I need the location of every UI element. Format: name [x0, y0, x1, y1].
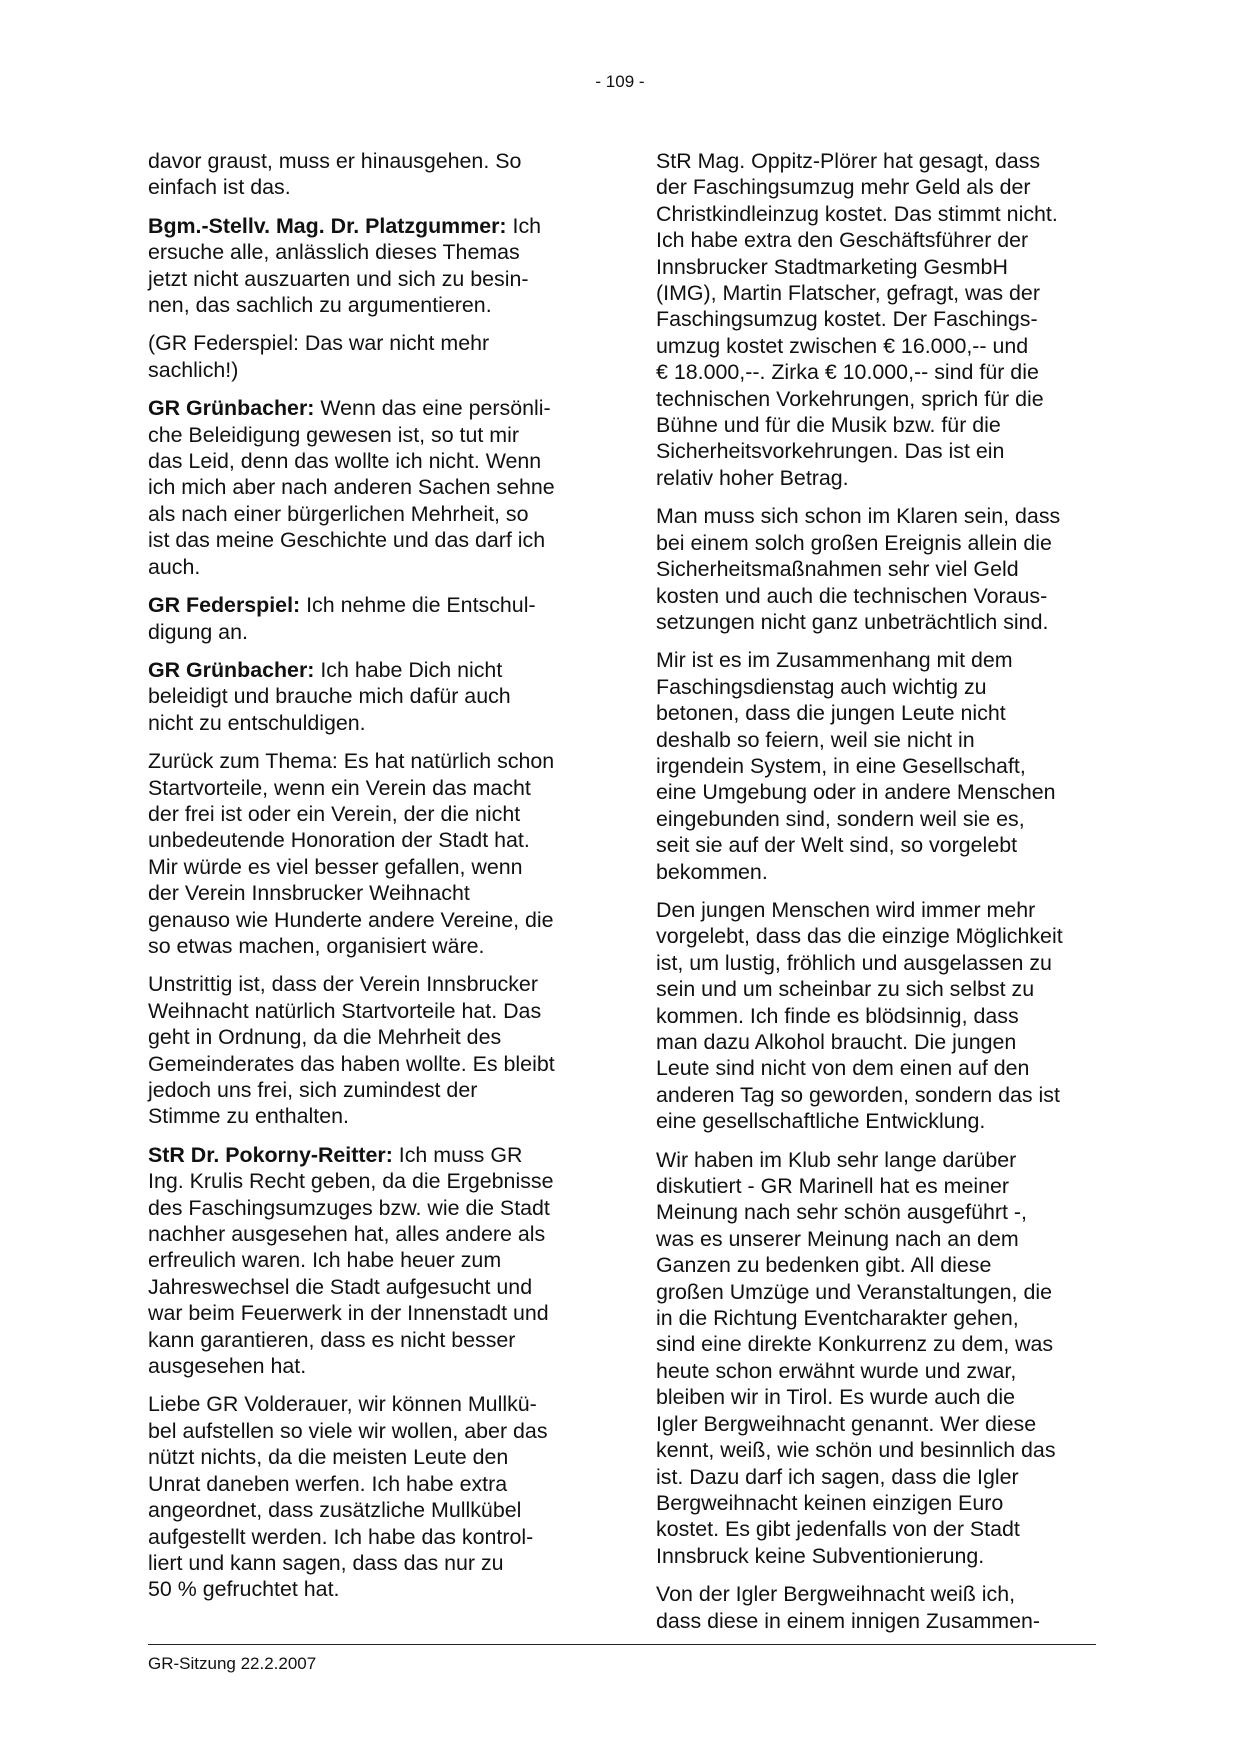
paragraph-text: Mir ist es im Zusammenhang mit dem Faschingsdienstag auch wichtig zu betonen, dass die jungen Leute nicht deshalb so feiern, weil sie nicht in irgendein System, in eine Gesellschaft, eine Umgebung oder in andere Menschen eingebunden sind, sondern weil sie es, seit sie auf der Welt sind, so vorgelebt bekommen.: [656, 648, 1056, 884]
paragraph-text: (GR Federspiel: Das war nicht mehr sachlich!): [148, 331, 490, 382]
paragraph: [148, 971, 593, 1129]
paragraph-text: Von der Igler Bergweihnacht weiß ich, dass diese in einem innigen Zusammen-: [656, 1582, 1041, 1633]
paragraph-text: StR Mag. Oppitz-Plörer hat gesagt, dass der Faschingsumzug mehr Geld als der Christkindleinzug kostet. Das stimmt nicht. Ich habe extra den Geschäftsführer der Innsbrucker Stadtmarketing GesmbH (IMG), Martin Flatscher, gefragt, was der Faschingsumzug kostet. Der Faschings- umzug kostet zwischen € 16.000,-- und € 18.000,--. Zirka € 10.000,-- sind für die technischen Vorkehrungen, sprich für die Bühne und für die Musik bzw. für die Sicherheitsvorkehrungen. Das ist ein relativ hoher Betrag.: [656, 149, 1058, 490]
paragraph-text: Wenn das eine persönli- che Beleidigung gewesen ist, so tut mir das Leid, denn das wollte ich nicht. Wenn ich mich aber nach anderen Sachen sehne als nach einer bürgerlichen Mehrheit, so ist das meine Geschichte und das darf ich auch.: [148, 396, 555, 579]
speaker-name: GR Grünbacher:: [148, 396, 315, 421]
paragraph-text: Ich habe Dich nicht beleidigt und brauche mich dafür auch nicht zu entschuldigen.: [148, 657, 511, 735]
left-column: [148, 148, 593, 1615]
paragraph: [148, 1391, 593, 1602]
paragraph: [148, 748, 593, 959]
paragraph-text: Ich nehme die Entschul- digung an.: [148, 593, 536, 644]
paragraph-text: Ich ersuche alle, anlässlich dieses Themas jetzt nicht auszuarten und sich zu besin- nen, das sachlich zu argumentieren.: [148, 213, 542, 318]
paragraph: [656, 647, 1101, 885]
paragraph: [656, 503, 1101, 635]
right-column: [656, 148, 1101, 1646]
paragraph: [656, 1147, 1101, 1570]
paragraph: [148, 592, 593, 645]
paragraph-text: Den jungen Menschen wird immer mehr vorgelebt, dass das die einzige Möglichkeit ist, um lustig, fröhlich und ausgelassen zu sein und um scheinbar zu sich selbst zu kommen. Ich finde es blödsinnig, dass man dazu Alkohol braucht. Die jungen Leute sind nicht von dem einen auf den anderen Tag so geworden, sondern das ist eine gesellschaftliche Entwicklung.: [656, 897, 1063, 1134]
paragraph-text: davor graust, muss er hinausgehen. So einfach ist das.: [148, 149, 522, 200]
paragraph-text: Zurück zum Thema: Es hat natürlich schon Startvorteile, wenn ein Verein das macht der frei ist oder ein Verein, der die nicht unbedeutende Honoration der Stadt hat. Mir würde es viel besser gefallen, wenn der Verein Innsbrucker Weihnacht genauso wie Hunderte andere Vereine, die so etwas machen, organisiert wäre.: [148, 749, 555, 958]
footer-text: GR-Sitzung 22.2.2007: [148, 1654, 317, 1673]
paragraph: [148, 148, 593, 201]
paragraph: [148, 657, 593, 736]
paragraph-text: Ich muss GR Ing. Krulis Recht geben, da die Ergebnisse des Faschingsumzuges bzw. wie die Stadt nachher ausgesehen hat, alles andere als erfreulich waren. Ich habe heuer zum Jahreswechsel die Stadt aufgesucht und war beim Feuerwerk in der Innenstadt und kann garantieren, dass es nicht besser ausgesehen hat.: [148, 1142, 554, 1379]
paragraph: [148, 330, 593, 383]
page-number: - 109 -: [595, 72, 645, 91]
paragraph: [656, 148, 1101, 491]
speaker-name: GR Federspiel:: [148, 593, 301, 618]
paragraph: [148, 213, 593, 319]
footer-divider: [148, 1644, 1096, 1645]
paragraph-text: Wir haben im Klub sehr lange darüber diskutiert - GR Marinell hat es meiner Meinung nach sehr schön ausgeführt -, was es unserer Meinung nach an dem Ganzen zu bedenken gibt. All diese großen Umzüge und Veranstaltungen, die in die Richtung Eventcharakter gehen, sind eine direkte Konkurrenz zu dem, was heute schon erwähnt wurde und zwar, bleiben wir in Tirol. Es wurde auch die Igler Bergweihnacht genannt. Wer diese kennt, weiß, wie schön und besinnlich das ist. Dazu darf ich sagen, dass die Igler Bergweihnacht keinen einzigen Euro kostet. Es gibt jedenfalls von der Stadt Innsbruck keine Subventionierung.: [656, 1147, 1056, 1568]
speaker-name: Bgm.-Stellv. Mag. Dr. Platzgummer:: [148, 213, 507, 238]
speaker-name: GR Grünbacher:: [148, 657, 315, 682]
paragraph: [656, 897, 1101, 1135]
paragraph-text: Liebe GR Volderauer, wir können Mullkü- bel aufstellen so viele wir wollen, aber das nützt nichts, da die meisten Leute den Unrat daneben werfen. Ich habe extra angeordnet, dass zusätzliche Mullkübel aufgestellt werden. Ich habe das kontrol- liert und kann sagen, dass das nur zu 50 % gefruchtet hat.: [148, 1392, 548, 1602]
speaker-name: StR Dr. Pokorny-Reitter:: [148, 1142, 393, 1167]
paragraph: [148, 395, 593, 580]
paragraph: [656, 1581, 1101, 1634]
paragraph: [148, 1142, 593, 1380]
paragraph-text: Man muss sich schon im Klaren sein, dass bei einem solch großen Ereignis allein die Sicherheitsmaßnahmen sehr viel Geld kosten und auch die technischen Voraus- setzungen nicht ganz unbeträchtlich sind.: [656, 504, 1061, 634]
paragraph-text: Unstrittig ist, dass der Verein Innsbrucker Weihnacht natürlich Startvorteile hat. Das geht in Ordnung, da die Mehrheit des Gemeinderates das haben wollte. Es bleibt jedoch uns frei, sich zumindest der Stimme zu enthalten.: [148, 972, 555, 1129]
